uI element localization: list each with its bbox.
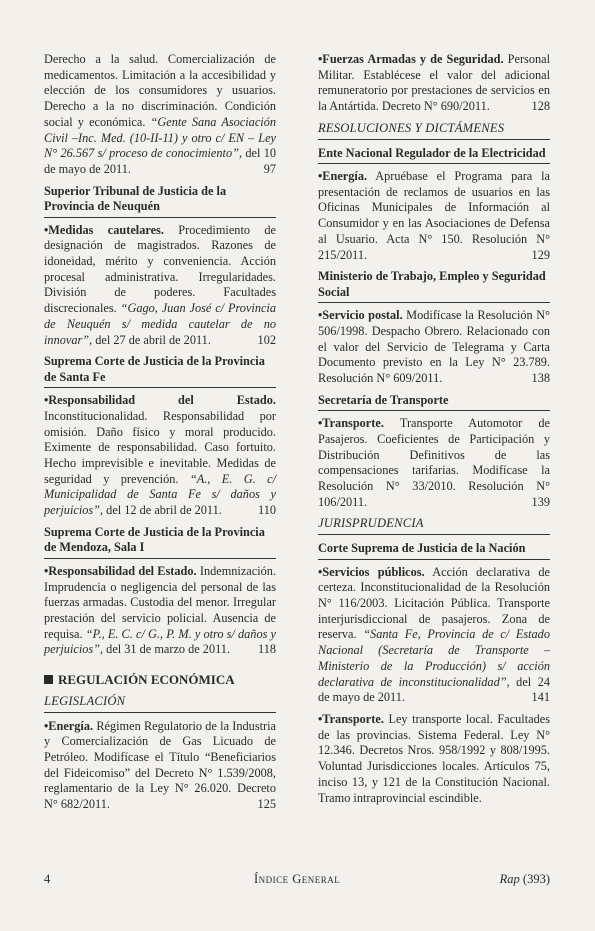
entry-date: , del 10 de mayo de 2011. [44,146,276,176]
index-entry [44,564,276,658]
page-ref: 97 [263,161,276,176]
page-ref: 128 [531,99,550,114]
court-heading: Ministerio de Trabajo, Empleo y Seguridad Social [318,269,550,303]
entry-date: , del 27 de abril de 2011. [89,332,211,347]
entry-citation: “Santa Fe, Provincia de c/ Estado Nacional (Secretaría de Transporte – Ministerio de la Producción) s/ acción declarativa de inconstitucionalidad” [318,627,550,689]
entry-topic: •Servicio postal. [318,308,403,323]
entry-text: Transporte Automotor de Pasajeros. Coeficientes de Participación y Distribución Definitivos de las compensaciones tarifarias. Modifícase la Resolución N° 33/2010. Resolución N° 106/2011. [318,416,550,509]
entry-text: Régimen Regulatorio de la Industria y Comercialización de Gas Licuado de Petróleo. Modifícase el Título “Beneficiarios del Fideicomiso” del Decreto N° 1.539/2008, reglamentario de la Ley N° 26.020. Decreto N° 682/2011. [44,718,276,812]
page-ref: 141 [531,690,550,705]
entry-text: Apruébase el Programa para la presentación de reclamos de usuarios en las Oficinas Municipales de Información al Consumidor y en las Asociaciones de Defensa al Usuario. Acta N° 150. Resolución N° 215/2011. [318,169,550,262]
entry-text: Indemnización. Imprudencia o negligencia del personal de las fuerzas armadas. Custodia del menor. Irregular prestación del servicio policial. Ausencia de requisa. [44,563,276,641]
index-entry [318,416,550,510]
entry-topic: •Transporte. [318,416,384,431]
index-entry [318,308,550,387]
page-ref: 110 [258,503,276,518]
subsection-heading: LEGISLACIÓN [44,694,276,713]
subsection-heading: JURISPRUDENCIA [318,516,550,535]
subsection-heading: RESOLUCIONES Y DICTÁMENES [318,121,550,140]
page-ref: 125 [257,797,276,812]
index-entry [318,565,550,706]
page-ref: 129 [531,247,550,262]
entry-text: Acción declarativa de certeza. Inconstitucionalidad de la Resolución N° 116/2003. Licitación Pública. Transporte interjurisdiccional de pasajeros. Zona de reserva. [318,564,550,642]
court-heading: Ente Nacional Regulador de la Electricidad [318,146,550,165]
entry-topic: •Energía. [44,718,94,733]
entry-topic: •Fuerzas Armadas y de Seguridad. [318,52,504,66]
index-entry [318,52,550,115]
court-heading: Corte Suprema de Justicia de la Nación [318,541,550,560]
entry-topic: •Medidas cautelares. [44,222,164,237]
index-entry [318,169,550,263]
section-heading [44,672,276,688]
left-column [44,52,276,819]
index-entry [44,223,276,349]
entry-citation: “Gente Sana Asociación Civil –Inc. Med. (10-II-11) y otro c/ EN – Ley N° 26.567 s/ proceso de conocimiento” [44,114,276,161]
entry-citation: “A., E. G. c/ Municipalidad de Santa Fe s/ daños y perjuicios” [44,471,276,518]
journal-issue: (393) [522,872,550,886]
index-entry [318,712,550,806]
entry-topic: •Servicios públicos. [318,564,425,579]
court-heading: Suprema Corte de Justicia de la Provincia de Santa Fe [44,354,276,388]
entry-date: , del 12 de abril de 2011. [100,503,222,518]
square-bullet-icon [44,675,53,684]
journal-ref [500,872,550,887]
entry-text: Inconstitucionalidad. Responsabilidad por omisión. Daño físico y moral producido. Eximente de responsabilidad. Caso fortuito. Hecho imprevisible e inevitable. Medidas de seguridad y prevención. [44,408,276,486]
entry-date: , del 24 de mayo de 2011. [318,674,550,705]
page-ref: 102 [257,332,276,347]
court-heading: Suprema Corte de Justicia de la Provincia de Mendoza, Sala I [44,525,276,559]
index-entry [44,52,276,178]
running-title: Índice General [254,872,341,886]
page-ref: 139 [531,494,550,509]
entry-citation: “P., E. C. c/ G., P. M. y otro s/ daños y perjuicios” [44,626,276,657]
journal-name: Rap [499,872,520,886]
entry-citation: “Gago, Juan José c/ Provincia de Neuquén s/ medida cautelar de no innovar” [44,301,276,347]
entry-topic: •Responsabilidad del Estado. [44,563,197,578]
court-heading: Superior Tribunal de Justicia de la Provincia de Neuquén [44,184,276,218]
entry-text: Modifícase la Resolución N° 506/1998. Despacho Obrero. Relacionado con el valor del Servicio de Telegrama y Carta Documento previsto en la Ley N° 23.789. Resolución N° 609/2011. [318,308,551,386]
court-heading: Secretaría de Transporte [318,393,550,412]
section-title: REGULACIÓN ECONÓMICA [58,672,235,688]
right-column [318,52,550,812]
entry-topic: •Energía. [318,169,368,184]
entry-topic: •Responsabilidad del Estado. [44,393,276,408]
entry-text: Ley transporte local. Facultades de las provincias. Sistema Federal. Ley N° 12.346. Decretos Nros. 958/1992 y 808/1995. Voluntad Jurisdicciones locales. Artículos 75, inciso 13, y 121 de la Constitución Nacional. Tramo intraprovincial escindible. [318,712,550,805]
entry-topic: •Transporte. [318,712,384,726]
entry-text: Personal Militar. Establécese el valor del adicional remuneratorio por prestaciones de servicios en la Antártida. Decreto N° 690/2011. [318,52,550,114]
index-entry [44,393,276,519]
page-number: 4 [44,872,51,886]
page-ref: 138 [531,371,550,386]
index-entry [44,719,276,813]
page-ref: 118 [258,642,276,657]
entry-date: , del 31 de marzo de 2011. [100,642,231,657]
entry-text: Procedimiento de designación de magistrados. Razones de idoneidad, mérito y conveniencia. Acción procesal administrativa. Irregularidades. División de poderes. Facultades discrecionales. [44,222,276,316]
entry-text: Derecho a la salud. Comercialización de medicamentos. Limitación a la accesibilidad y elección de los consumidores y usuarios. Derecho a la no discriminación. Condición social y económica. [44,52,276,129]
